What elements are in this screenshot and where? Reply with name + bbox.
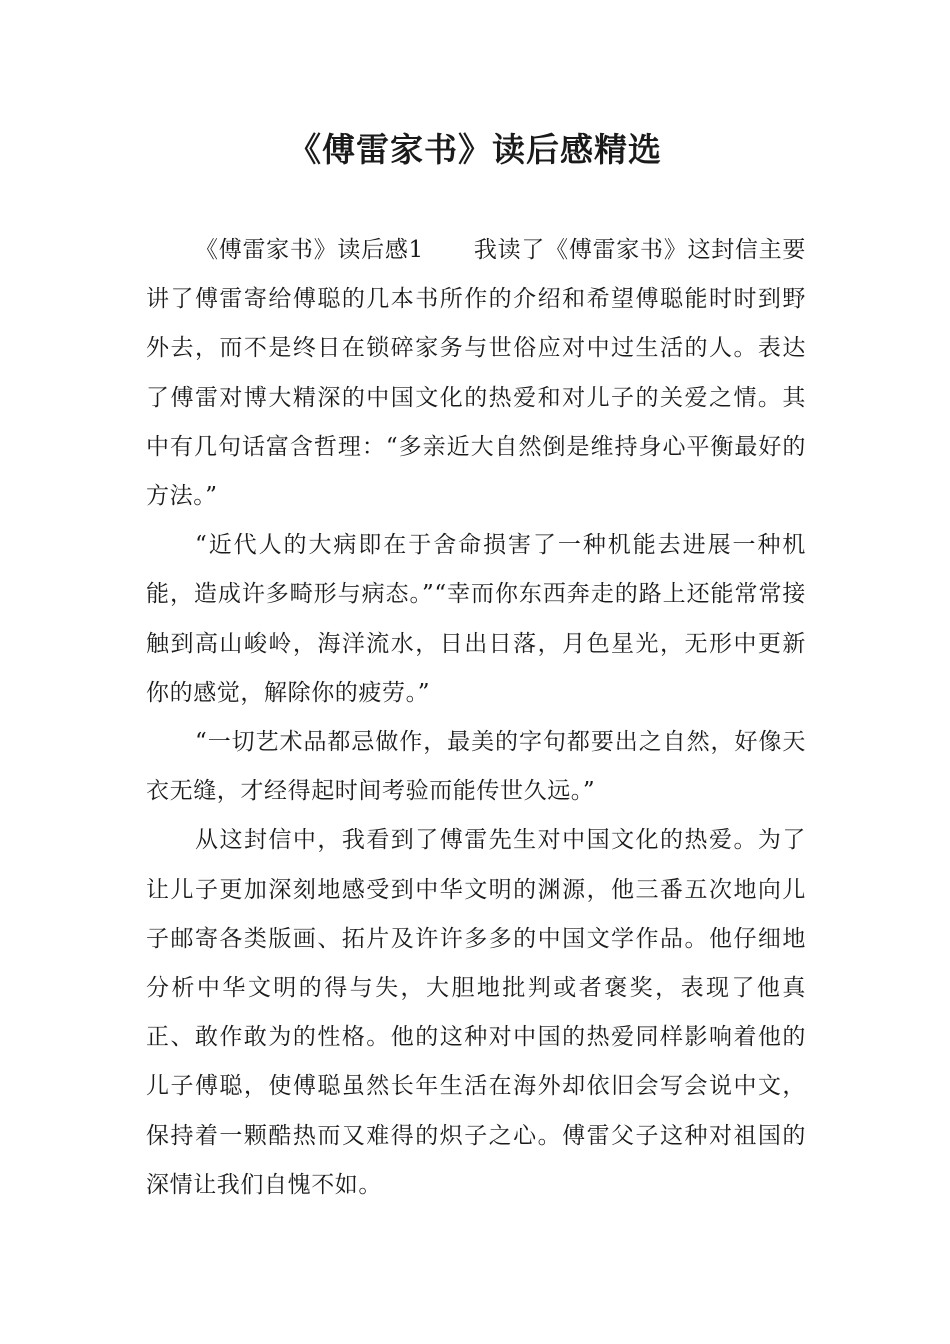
paragraph-1 [146,226,806,521]
paragraph-1-text: 我读了《傅雷家书》这封信主要讲了傅雷寄给傅聪的几本书所作的介绍和希望傅聪能时时到野外去，而不是终日在锁碎家务与世俗应对中过生活的人。表达了傅雷对博大精深的中国文化的热爱和对儿子的关爱之情。其中有几句话富含哲理：“多亲近大自然倒是维持身心平衡最好的方法。” [146,237,806,510]
section-heading: 《傅雷家书》读后感1 [195,237,424,263]
document-title: 《傅雷家书》读后感精选 [288,130,662,169]
paragraph-2: “近代人的大病即在于舍命损害了一种机能去进展一种机能，造成许多畸形与病态。”“幸而你东西奔走的路上还能常常接触到高山峻岭，海洋流水，日出日落，月色星光，无形中更新你的感觉，解除你的疲劳。” [146,532,806,706]
document-body [146,226,806,1210]
paragraph-4: 从这封信中，我看到了傅雷先生对中国文化的热爱。为了让儿子更加深刻地感受到中华文明的渊源，他三番五次地向儿子邮寄各类版画、拓片及许许多多的中国文学作品。他仔细地分析中华文明的得与失，大胆地批判或者褒奖，表现了他真正、敢作敢为的性格。他的这种对中国的热爱同样影响着他的儿子傅聪，使傅聪虽然长年生活在海外却依旧会写会说中文，保持着一颗酷热而又难得的炽子之心。傅雷父子这种对祖国的深情让我们自愧不如。 [146,827,806,1198]
paragraph-3: “一切艺术品都忌做作，最美的字句都要出之自然，好像天衣无缝，才经得起时间考验而能传世久远。” [146,729,806,805]
